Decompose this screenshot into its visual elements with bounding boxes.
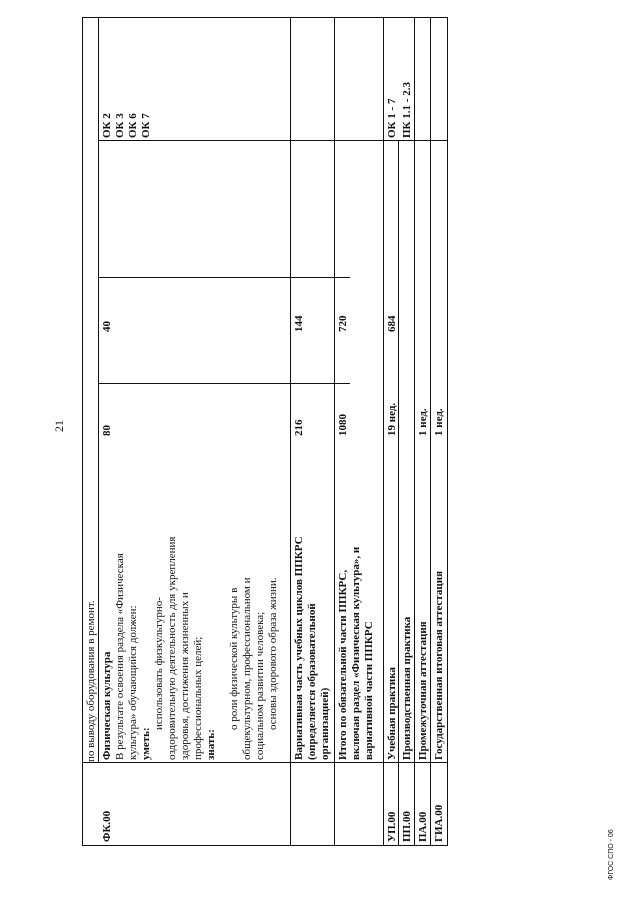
row-4-competency-0: ОК 1 - 7	[386, 98, 398, 138]
col-divider-practice-subcodes	[383, 762, 448, 763]
row-6-hours-max: 1 нед.	[417, 408, 429, 436]
row-1-line-9: о роли физической культуры в	[228, 587, 240, 730]
row-1-line-5: оздоровительную деятельность для укрепления	[166, 536, 178, 760]
row-1-line-11: социальном развитии человека;	[254, 611, 266, 760]
row-divider-3	[334, 17, 335, 846]
row-divider-4	[383, 17, 384, 846]
row-4-line-0: Учебная практика	[386, 667, 398, 760]
row-3-hours-max: 1080	[337, 414, 349, 436]
row-7-code: ГИА.00	[433, 804, 445, 842]
row-6-code: ПА.00	[417, 811, 429, 842]
row-1-competency-0: ОК 2	[101, 113, 113, 138]
col-divider-competencies	[98, 140, 448, 141]
row-4-hours-max: 19 нед.	[386, 402, 398, 436]
row-6-line-0: Промежуточная аттестация	[417, 621, 429, 760]
row-1-line-10: общекультурном, профессиональном и	[241, 577, 253, 760]
row-1-line-7: профессиональных целей;	[192, 636, 204, 760]
row-2-line-1: (определяется образовательной	[306, 603, 318, 760]
row-divider-1	[98, 17, 99, 762]
row-divider-5	[398, 140, 399, 846]
row-divider-6	[414, 17, 415, 846]
col-divider-hours-req	[98, 277, 350, 278]
row-divider-7	[430, 17, 431, 846]
row-divider-2	[290, 17, 291, 846]
row-1-hours-req: 40	[101, 321, 113, 332]
row-1-competency-1: ОК 3	[114, 113, 126, 138]
table-border-top	[82, 17, 448, 18]
row-4-code: УП.00	[386, 811, 398, 842]
row-1-line-6: здоровья, достижения жизненных и	[179, 592, 191, 760]
col-divider-hours-max	[98, 383, 350, 384]
row-5-line-0: Производственная практика	[401, 616, 413, 760]
row-2-line-0: Вариативная часть учебных циклов ППКРС	[293, 536, 305, 760]
row-1-competency-2: ОК 6	[127, 113, 139, 138]
row-5-code: ПП.00	[401, 811, 413, 842]
row-7-hours-max: 1 нед.	[433, 408, 445, 436]
row-3-line-2: вариативной части ППКРС	[363, 621, 375, 760]
row-1-competency-3: ОК 7	[140, 113, 152, 138]
row-1-line-3: уметь:	[140, 727, 152, 760]
row-1-line-12: основы здорового образа жизни.	[267, 577, 279, 730]
row-3-hours-req: 720	[337, 315, 349, 332]
row-4-hours-req: 684	[386, 315, 398, 332]
row-1-line-8: знать:	[205, 729, 217, 760]
row-1-code: ФК.00	[101, 810, 113, 842]
row-5-competency-0: ПК 1.1 - 2.3	[401, 82, 413, 138]
table-border-bottom	[82, 845, 448, 846]
table-border-left	[82, 17, 83, 846]
row-1-line-2: культура» обучающийся должен:	[127, 605, 139, 760]
row-2-line-2: организацией)	[319, 687, 331, 760]
row-1-hours-max: 80	[101, 425, 113, 436]
row-3-line-1: включая раздел «Физическая культура», и	[350, 546, 362, 760]
row-2-hours-max: 216	[293, 419, 305, 436]
page-number: 21	[52, 420, 66, 432]
row-0-text: по выводу оборудования в ремонт.	[85, 600, 97, 762]
col-divider-practice	[398, 17, 448, 18]
row-1-line-1: В результате освоения раздела «Физическая	[114, 553, 126, 760]
row-7-line-0: Государственная итоговая аттестация	[433, 570, 445, 760]
row-2-hours-req: 144	[293, 315, 305, 332]
row-1-line-0: Физическая культура	[101, 651, 113, 760]
row-1-line-4: использовать физкультурно-	[153, 597, 165, 730]
document-footer: ФГОС СПО - 06	[608, 829, 615, 880]
table-border-right	[447, 17, 448, 846]
row-3-line-0: Итого по обязательной части ППКРС,	[337, 569, 349, 760]
